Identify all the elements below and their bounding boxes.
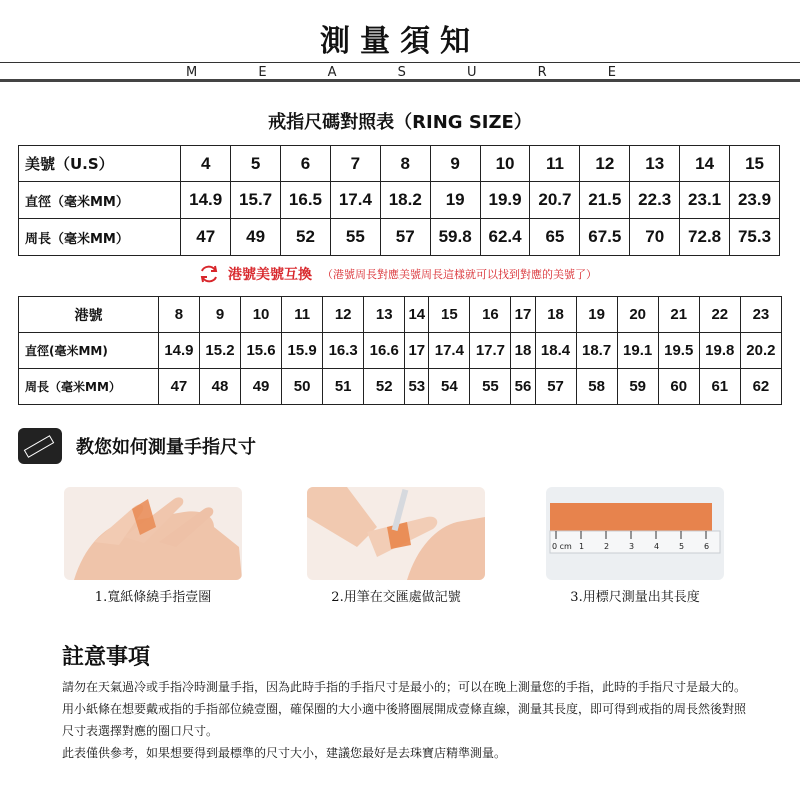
table-cell: 47 bbox=[181, 219, 231, 256]
table-cell: 5 bbox=[231, 146, 281, 182]
table-cell: 15.6 bbox=[241, 333, 282, 369]
table-row bbox=[19, 333, 782, 369]
table-cell: 49 bbox=[241, 369, 282, 405]
table-cell: 57 bbox=[535, 369, 576, 405]
measure-letter: S bbox=[397, 65, 406, 80]
table-cell: 15.9 bbox=[282, 333, 323, 369]
table-cell: 21 bbox=[658, 297, 699, 333]
table-cell: 14 bbox=[680, 146, 730, 182]
table-cell: 48 bbox=[199, 369, 240, 405]
table-cell: 62 bbox=[740, 369, 781, 405]
swap-label: 港號美號互換 bbox=[228, 267, 312, 283]
step-2-image bbox=[307, 487, 485, 580]
table-cell: 15 bbox=[429, 297, 470, 333]
how-to-title: 教您如何測量手指尺寸 bbox=[76, 437, 256, 458]
table-cell: 60 bbox=[658, 369, 699, 405]
table-cell: 12 bbox=[323, 297, 364, 333]
table-cell: 19 bbox=[430, 182, 480, 219]
table-cell: 52 bbox=[281, 219, 331, 256]
table-cell: 15.2 bbox=[199, 333, 240, 369]
table-row bbox=[19, 219, 780, 256]
ruler-tick-label: 3 bbox=[629, 542, 635, 551]
page-title: 測量須知 bbox=[320, 24, 480, 59]
table-cell: 10 bbox=[480, 146, 530, 182]
how-to-measure-header bbox=[18, 428, 256, 464]
table-cell: 9 bbox=[199, 297, 240, 333]
table-cell: 19.5 bbox=[658, 333, 699, 369]
notes-body bbox=[62, 676, 752, 764]
table-cell: 72.8 bbox=[680, 219, 730, 256]
table-cell: 11 bbox=[530, 146, 580, 182]
swap-arrows-icon bbox=[198, 264, 222, 284]
table-cell: 19 bbox=[576, 297, 617, 333]
table-cell: 18 bbox=[511, 333, 535, 369]
table-cell: 57 bbox=[380, 219, 430, 256]
table-cell: 17 bbox=[511, 297, 535, 333]
step-3-image bbox=[546, 487, 724, 580]
table-row bbox=[19, 297, 782, 333]
table-cell: 67.5 bbox=[580, 219, 630, 256]
measure-banner bbox=[0, 62, 800, 82]
ruler-tick-label: 6 bbox=[704, 542, 710, 551]
note-paragraph: 此表僅供參考，如果想要得到最標準的尺寸大小，建議您最好是去珠寶店精準測量。 bbox=[62, 746, 507, 760]
table-cell: 22 bbox=[699, 297, 740, 333]
note-paragraph: 請勿在天氣過冷或手指冷時測量手指，因為此時手指的手指尺寸是最小的；可以在晚上測量您的手指，此時的手指尺寸是最大的。 bbox=[62, 680, 747, 694]
table-cell: 20.7 bbox=[530, 182, 580, 219]
table-cell: 8 bbox=[380, 146, 430, 182]
table-cell: 51 bbox=[323, 369, 364, 405]
table-cell: 70 bbox=[630, 219, 680, 256]
table-cell: 54 bbox=[429, 369, 470, 405]
ruler-tick-label: 1 bbox=[579, 542, 585, 551]
row-header: 直徑（毫米MM） bbox=[19, 182, 181, 219]
us-size-table bbox=[18, 145, 780, 256]
table-cell: 16.5 bbox=[281, 182, 331, 219]
table-cell: 22.3 bbox=[630, 182, 680, 219]
notes-title: 註意事項 bbox=[62, 645, 151, 670]
step-2-caption: 2.用筆在交匯處做記號 bbox=[331, 590, 461, 605]
row-header: 港號 bbox=[19, 297, 159, 333]
step-1-image bbox=[64, 487, 242, 580]
table-cell: 59.8 bbox=[430, 219, 480, 256]
measure-letter: E bbox=[607, 65, 616, 80]
ruler-tick-label: 0 cm bbox=[552, 542, 572, 551]
table-row bbox=[19, 369, 782, 405]
measure-letter: M bbox=[186, 65, 198, 80]
table-cell: 16.6 bbox=[364, 333, 405, 369]
ruler-tick-label: 2 bbox=[604, 542, 610, 551]
table-cell: 15 bbox=[730, 146, 780, 182]
row-header: 周長（毫米MM） bbox=[19, 369, 159, 405]
table-row bbox=[19, 182, 780, 219]
table-cell: 23.1 bbox=[680, 182, 730, 219]
step-1-caption: 1.寬紙條繞手指壹圈 bbox=[94, 590, 212, 605]
row-header: 直徑(毫米MM) bbox=[19, 333, 159, 369]
table-cell: 61 bbox=[699, 369, 740, 405]
table-cell: 11 bbox=[282, 297, 323, 333]
step-3-caption: 3.用標尺測量出其長度 bbox=[570, 590, 700, 605]
table-cell: 62.4 bbox=[480, 219, 530, 256]
table-cell: 10 bbox=[241, 297, 282, 333]
table-cell: 14.9 bbox=[181, 182, 231, 219]
size-swap-note bbox=[198, 264, 597, 284]
table-cell: 4 bbox=[181, 146, 231, 182]
table-cell: 20.2 bbox=[740, 333, 781, 369]
table-row bbox=[19, 146, 780, 182]
row-header: 美號（U.S） bbox=[19, 146, 181, 182]
table-cell: 16 bbox=[470, 297, 511, 333]
ruler-tick-label: 5 bbox=[679, 542, 685, 551]
table-cell: 14.9 bbox=[158, 333, 199, 369]
ruler-icon bbox=[18, 428, 62, 464]
table-cell: 20 bbox=[617, 297, 658, 333]
hk-size-table bbox=[18, 296, 782, 405]
table-cell: 7 bbox=[330, 146, 380, 182]
table-cell: 18.2 bbox=[380, 182, 430, 219]
table-cell: 19.8 bbox=[699, 333, 740, 369]
table-cell: 23.9 bbox=[730, 182, 780, 219]
measure-letter: A bbox=[327, 65, 337, 80]
ring-size-title: 戒指尺碼對照表（RING SIZE） bbox=[268, 112, 532, 133]
table-cell: 17.7 bbox=[470, 333, 511, 369]
table-cell: 18.7 bbox=[576, 333, 617, 369]
table-cell: 17.4 bbox=[330, 182, 380, 219]
table-cell: 21.5 bbox=[580, 182, 630, 219]
table-cell: 6 bbox=[281, 146, 331, 182]
measure-letter: U bbox=[466, 65, 477, 80]
table-cell: 58 bbox=[576, 369, 617, 405]
table-cell: 12 bbox=[580, 146, 630, 182]
measure-letters bbox=[186, 65, 616, 80]
table-cell: 55 bbox=[330, 219, 380, 256]
table-cell: 8 bbox=[158, 297, 199, 333]
row-header: 周長（毫米MM） bbox=[19, 219, 181, 256]
table-cell: 52 bbox=[364, 369, 405, 405]
table-cell: 47 bbox=[158, 369, 199, 405]
measure-letter: R bbox=[537, 65, 547, 80]
table-cell: 19.9 bbox=[480, 182, 530, 219]
table-cell: 18.4 bbox=[535, 333, 576, 369]
table-cell: 55 bbox=[470, 369, 511, 405]
note-paragraph: 用小紙條在想要戴戒指的手指部位繞壹圈，確保圈的大小適中後將圈展開成壹條直線，測量其長度，即可得到戒指的周長然後對照尺寸表選擇對應的圈口尺寸。 bbox=[62, 702, 747, 738]
swap-note: （港號周長對應美號周長這樣就可以找到對應的美號了） bbox=[322, 268, 597, 281]
table-cell: 75.3 bbox=[730, 219, 780, 256]
table-cell: 13 bbox=[630, 146, 680, 182]
table-cell: 9 bbox=[430, 146, 480, 182]
table-cell: 17.4 bbox=[429, 333, 470, 369]
table-cell: 17 bbox=[405, 333, 429, 369]
measure-letter: E bbox=[258, 65, 267, 80]
table-cell: 65 bbox=[530, 219, 580, 256]
table-cell: 53 bbox=[405, 369, 429, 405]
table-cell: 49 bbox=[231, 219, 281, 256]
table-cell: 16.3 bbox=[323, 333, 364, 369]
ruler-tick-label: 4 bbox=[654, 542, 660, 551]
table-cell: 13 bbox=[364, 297, 405, 333]
table-cell: 56 bbox=[511, 369, 535, 405]
table-cell: 19.1 bbox=[617, 333, 658, 369]
table-cell: 23 bbox=[740, 297, 781, 333]
table-cell: 50 bbox=[282, 369, 323, 405]
table-cell: 18 bbox=[535, 297, 576, 333]
table-cell: 14 bbox=[405, 297, 429, 333]
table-cell: 59 bbox=[617, 369, 658, 405]
table-cell: 15.7 bbox=[231, 182, 281, 219]
